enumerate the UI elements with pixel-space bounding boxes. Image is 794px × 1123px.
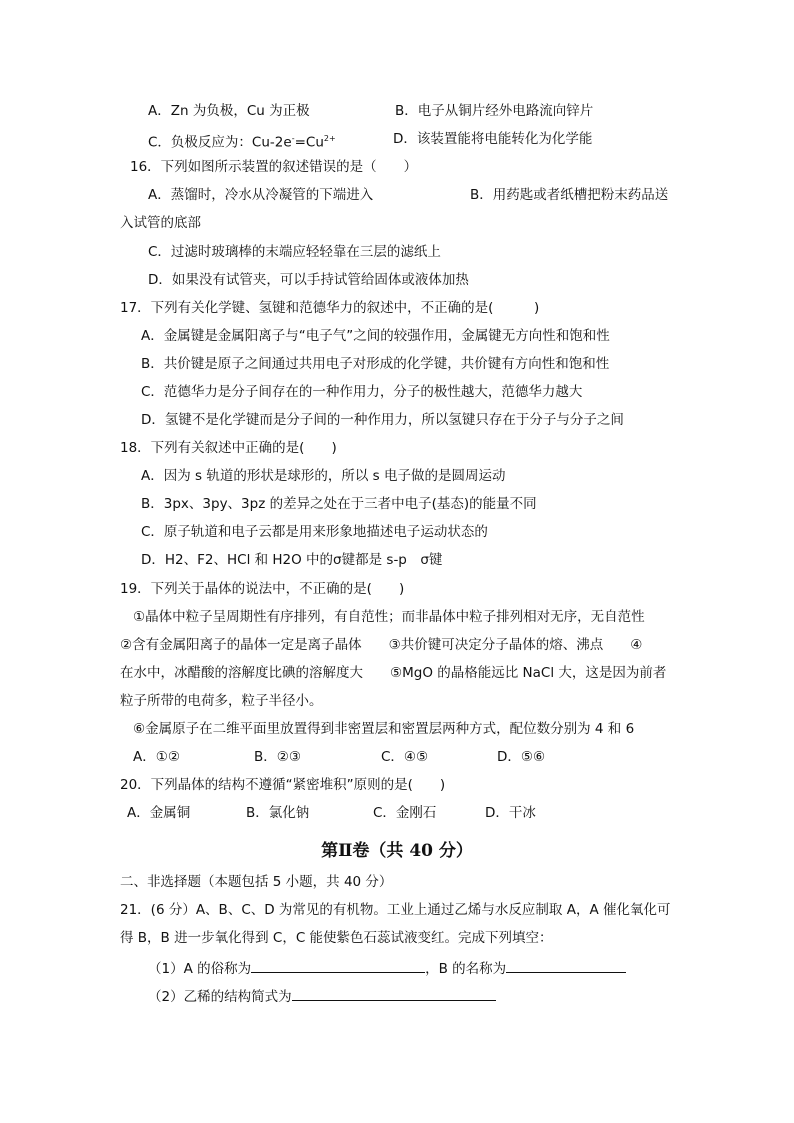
- q20-option-d: D．干冰: [485, 805, 536, 821]
- q16-stem: 16．下列如图所示装置的叙述错误的是（ ）: [130, 159, 418, 175]
- answer-blank-b-name[interactable]: [506, 958, 626, 973]
- q18-option-d: D．H2、F2、HCl 和 H2O 中的σ键都是 s-p σ键: [141, 552, 443, 568]
- q15-option-d: D．该装置能将电能转化为化学能: [393, 131, 593, 147]
- q19-statement-5: ⑥金属原子在二维平面里放置得到非密置层和密置层两种方式，配位数分别为 4 和 6: [133, 721, 635, 737]
- q19-stem: 19．下列关于晶体的说法中，不正确的是( ): [120, 581, 405, 597]
- q21-sub2-label: （2）乙稀的结构简式为: [148, 989, 292, 1005]
- q17-stem: 17．下列有关化学键、氢键和范德华力的叙述中，不正确的是( ): [120, 300, 540, 316]
- q19-option-b: B．②③: [254, 749, 301, 765]
- q19-option-d: D．⑤⑥: [497, 749, 546, 765]
- q18-option-c: C．原子轨道和电子云都是用来形象地描述电子运动状态的: [141, 524, 488, 540]
- q21-subquestion-1: [148, 958, 626, 978]
- q19-statement-1: ①晶体中粒子呈周期性有序排列，有自范性；而非晶体中粒子排列相对无序，无自范性: [133, 609, 645, 625]
- q20-option-b: B．氯化钠: [246, 805, 310, 821]
- q21-line-2: 得 B，B 进一步氧化得到 C，C 能使紫色石蕊试液变红。完成下列填空：: [120, 930, 553, 946]
- q15-option-b: B．电子从铜片经外电路流向锌片: [395, 103, 594, 119]
- q15-option-c-sup2: 2+: [323, 134, 336, 143]
- q16-option-a: A．蒸馏时，冷水从冷凝管的下端进入: [148, 187, 374, 203]
- q21-subquestion-2: [148, 986, 496, 1006]
- q18-option-b: B．3px、3py、3pz 的差异之处在于三者中电子(基态)的能量不同: [141, 496, 537, 512]
- q15-option-c-sup1: -: [291, 134, 295, 143]
- q20-stem: 20．下列晶体的结构不遵循“紧密堆积”原则的是( ): [120, 777, 446, 793]
- q15-option-c-prefix: C．负极反应为：Cu-2e: [148, 134, 292, 151]
- q19-statement-4: 粒子所带的电荷多，粒子半径小。: [120, 693, 323, 709]
- q17-option-c: C．范德华力是分子间存在的一种作用力，分子的极性越大，范德华力越大: [141, 384, 583, 400]
- q15-option-a: A．Zn 为负极，Cu 为正极: [148, 103, 310, 119]
- q19-statement-2: ②含有金属阳离子的晶体一定是离子晶体 ③共价键可决定分子晶体的熔、沸点 ④: [120, 637, 643, 653]
- q19-option-c: C．④⑤: [381, 749, 429, 765]
- q15-option-c-mid: =Cu: [294, 134, 324, 151]
- q16-option-b: B．用药匙或者纸槽把粉末药品送: [470, 187, 669, 203]
- q18-stem: 18．下列有关叙述中正确的是( ): [120, 440, 337, 456]
- q16-option-b-cont: 入试管的底部: [120, 215, 201, 231]
- q17-option-d: D．氢键不是化学键而是分子间的一种作用力，所以氢键只存在于分子与分子之间: [141, 412, 624, 428]
- q19-option-a: A．①②: [133, 749, 180, 765]
- section-heading: 二、非选择题（本题包括 5 小题，共 40 分）: [120, 874, 393, 890]
- q17-option-a: A．金属键是金属阳离子与“电子气”之间的较强作用，金属键无方向性和饱和性: [141, 328, 610, 344]
- q20-option-a: A．金属铜: [127, 805, 191, 821]
- q21-sub1-label-a: （1）A 的俗称为: [148, 961, 252, 977]
- q15-option-c: [148, 130, 336, 152]
- q20-option-c: C．金刚石: [373, 805, 437, 821]
- q21-line-1: 21．(6 分）A、B、C、D 为常见的有机物。工业上通过乙烯与水反应制取 A，A 催化氧化可: [120, 902, 671, 918]
- answer-blank-ethylene-structure[interactable]: [292, 986, 496, 1001]
- q16-option-d: D．如果没有试管夹，可以手持试管给固体或液体加热: [148, 272, 469, 288]
- q19-statement-3: 在水中，冰醋酸的溶解度比碘的溶解度大 ⑤MgO 的晶格能远比 NaCl 大，这是因为前者: [120, 665, 667, 681]
- section-title: 第Ⅱ卷（共 40 分）: [321, 841, 473, 861]
- q21-sub1-label-b: ，B 的名称为: [425, 961, 507, 977]
- q18-option-a: A．因为 s 轨道的形状是球形的，所以 s 电子做的是圆周运动: [141, 468, 506, 484]
- q17-option-b: B．共价键是原子之间通过共用电子对形成的化学键，共价键有方向性和饱和性: [141, 356, 610, 372]
- answer-blank-a-common-name[interactable]: [251, 958, 425, 973]
- q16-option-c: C．过滤时玻璃棒的末端应轻轻靠在三层的滤纸上: [148, 244, 441, 260]
